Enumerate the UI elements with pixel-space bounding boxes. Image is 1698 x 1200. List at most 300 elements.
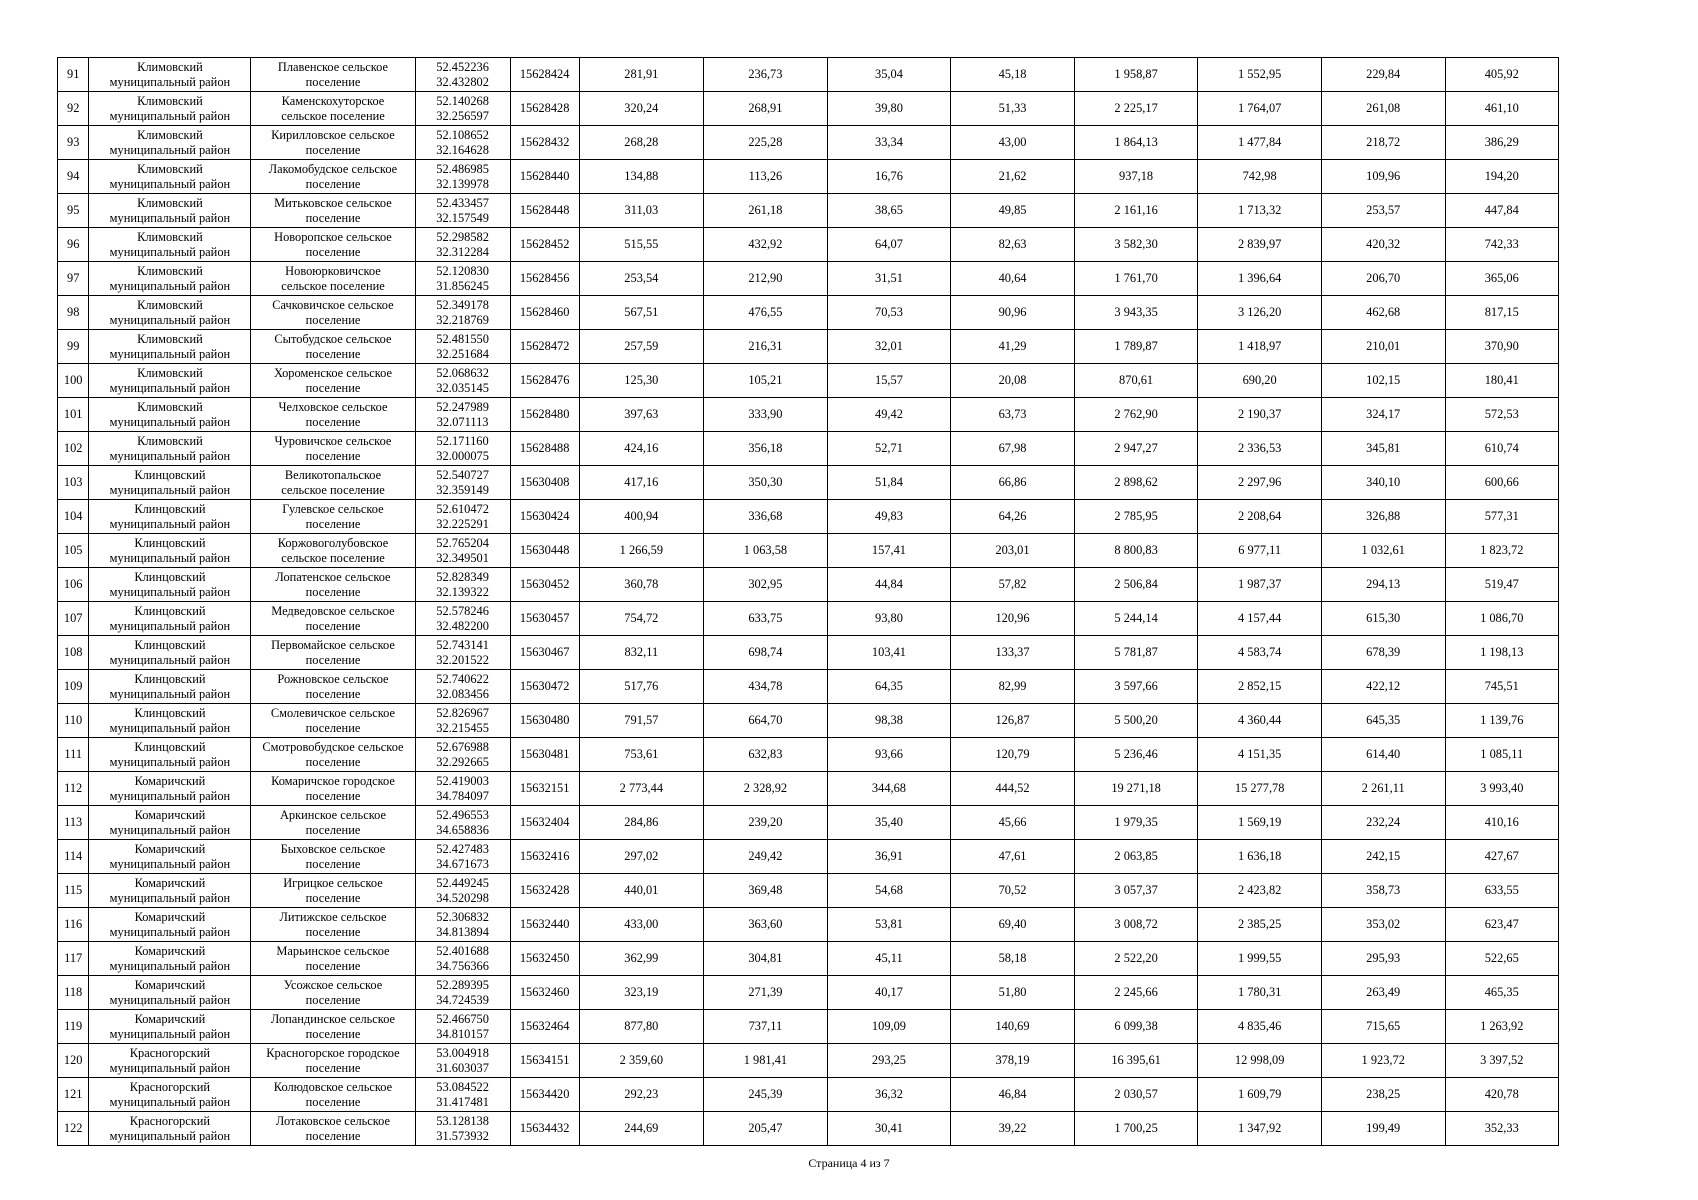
settlement-type: поселение (305, 720, 361, 735)
longitude: 31.603037 (436, 1060, 489, 1075)
latitude: 52.676988 (436, 739, 489, 754)
settlement-name: Лопандинское сельское (270, 1011, 396, 1026)
settlement-cell (251, 126, 415, 160)
district-name: Климовский (137, 127, 203, 142)
settlement-type: поселение (305, 74, 361, 89)
longitude: 32.139322 (436, 584, 489, 599)
value-cell: 1 700,25 (1074, 1112, 1198, 1146)
value-cell: 41,29 (951, 330, 1075, 364)
value-cell: 229,84 (1321, 58, 1445, 92)
value-cell: 30,41 (827, 1112, 951, 1146)
settlement-type: поселение (305, 652, 361, 667)
value-cell: 3 597,66 (1074, 670, 1198, 704)
latitude: 52.449245 (436, 875, 489, 890)
longitude: 34.810157 (436, 1026, 489, 1041)
value-cell: 358,73 (1321, 874, 1445, 908)
value-cell: 199,49 (1321, 1112, 1445, 1146)
value-cell: 66,86 (951, 466, 1075, 500)
settlement-cell (251, 432, 415, 466)
value-cell: 93,66 (827, 738, 951, 772)
value-cell: 113,26 (704, 160, 828, 194)
value-cell: 614,40 (1321, 738, 1445, 772)
value-cell: 12 998,09 (1198, 1044, 1322, 1078)
row-number: 109 (58, 670, 89, 704)
value-cell: 2 385,25 (1198, 908, 1322, 942)
value-cell: 64,26 (951, 500, 1075, 534)
settlement-type: сельское поселение (281, 108, 385, 123)
value-cell: 1 999,55 (1198, 942, 1322, 976)
settlement-cell (251, 840, 415, 874)
table-row (58, 228, 1559, 262)
value-cell: 20,08 (951, 364, 1075, 398)
value-cell: 742,33 (1445, 228, 1559, 262)
settlement-cell (251, 1010, 415, 1044)
longitude: 34.671673 (436, 856, 489, 871)
value-cell: 754,72 (579, 602, 704, 636)
value-cell: 15 277,78 (1198, 772, 1322, 806)
row-number: 106 (58, 568, 89, 602)
settlement-name: Лакомобудское сельское (268, 161, 398, 176)
district-type: муниципальный район (109, 380, 231, 395)
table-row (58, 296, 1559, 330)
value-cell: 16 395,61 (1074, 1044, 1198, 1078)
value-cell: 462,68 (1321, 296, 1445, 330)
value-cell: 444,52 (951, 772, 1075, 806)
value-cell: 6 977,11 (1198, 534, 1322, 568)
value-cell: 320,24 (579, 92, 704, 126)
settlement-cell (251, 58, 415, 92)
settlement-type: сельское поселение (281, 278, 385, 293)
coordinates-cell (415, 160, 510, 194)
settlement-type: поселение (305, 788, 361, 803)
oktmo-code: 15630457 (510, 602, 579, 636)
value-cell: 522,65 (1445, 942, 1559, 976)
district-name: Климовский (137, 263, 203, 278)
table-row (58, 500, 1559, 534)
value-cell: 90,96 (951, 296, 1075, 330)
settlement-name: Новоюрковичское (285, 263, 381, 278)
district-type: муниципальный район (109, 924, 231, 939)
settlement-name: Хороменское сельское (273, 365, 392, 380)
latitude: 52.578246 (436, 603, 489, 618)
value-cell: 35,40 (827, 806, 951, 840)
value-cell: 70,52 (951, 874, 1075, 908)
district-cell (89, 1044, 251, 1078)
value-cell: 43,00 (951, 126, 1075, 160)
value-cell: 3 008,72 (1074, 908, 1198, 942)
settlement-name: Красногорское городское (266, 1045, 400, 1060)
settlement-cell (251, 738, 415, 772)
value-cell: 600,66 (1445, 466, 1559, 500)
value-cell: 345,81 (1321, 432, 1445, 466)
value-cell: 180,41 (1445, 364, 1559, 398)
value-cell: 678,39 (1321, 636, 1445, 670)
coordinates-cell (415, 942, 510, 976)
value-cell: 877,80 (579, 1010, 704, 1044)
value-cell: 1 418,97 (1198, 330, 1322, 364)
coordinates-cell (415, 874, 510, 908)
row-number: 110 (58, 704, 89, 738)
value-cell: 284,86 (579, 806, 704, 840)
district-type: муниципальный район (109, 890, 231, 905)
table-row (58, 670, 1559, 704)
longitude: 34.813894 (436, 924, 489, 939)
district-cell (89, 296, 251, 330)
value-cell: 427,67 (1445, 840, 1559, 874)
latitude: 52.486985 (436, 161, 489, 176)
district-type: муниципальный район (109, 516, 231, 531)
value-cell: 2 297,96 (1198, 466, 1322, 500)
settlement-name: Новоропское сельское (274, 229, 392, 244)
oktmo-code: 15628460 (510, 296, 579, 330)
settlement-type: поселение (305, 414, 361, 429)
value-cell: 3 397,52 (1445, 1044, 1559, 1078)
value-cell: 791,57 (579, 704, 704, 738)
row-number: 97 (58, 262, 89, 296)
value-cell: 206,70 (1321, 262, 1445, 296)
table-row (58, 160, 1559, 194)
district-type: муниципальный район (109, 108, 231, 123)
district-name: Клинцовский (134, 569, 206, 584)
latitude: 52.466750 (436, 1011, 489, 1026)
coordinates-cell (415, 602, 510, 636)
district-name: Климовский (137, 195, 203, 210)
value-cell: 1 266,59 (579, 534, 704, 568)
latitude: 52.401688 (436, 943, 489, 958)
longitude: 32.482200 (436, 618, 489, 633)
settlement-cell (251, 704, 415, 738)
district-cell (89, 568, 251, 602)
settlement-cell (251, 364, 415, 398)
settlement-cell (251, 874, 415, 908)
settlement-type: поселение (305, 890, 361, 905)
value-cell: 461,10 (1445, 92, 1559, 126)
value-cell: 2 328,92 (704, 772, 828, 806)
district-type: муниципальный район (109, 720, 231, 735)
value-cell: 39,80 (827, 92, 951, 126)
table-row (58, 92, 1559, 126)
settlement-type: сельское поселение (281, 550, 385, 565)
longitude: 32.349501 (436, 550, 489, 565)
table-row (58, 58, 1559, 92)
table-row (58, 738, 1559, 772)
district-name: Климовский (137, 399, 203, 414)
value-cell: 737,11 (704, 1010, 828, 1044)
table-row (58, 806, 1559, 840)
district-type: муниципальный район (109, 278, 231, 293)
value-cell: 517,76 (579, 670, 704, 704)
value-cell: 261,08 (1321, 92, 1445, 126)
table-row (58, 1078, 1559, 1112)
value-cell: 268,28 (579, 126, 704, 160)
oktmo-code: 15632404 (510, 806, 579, 840)
latitude: 52.349178 (436, 297, 489, 312)
coordinates-cell (415, 1078, 510, 1112)
longitude: 32.035145 (436, 380, 489, 395)
row-number: 114 (58, 840, 89, 874)
value-cell: 225,28 (704, 126, 828, 160)
settlement-type: поселение (305, 1094, 361, 1109)
coordinates-cell (415, 262, 510, 296)
oktmo-code: 15628428 (510, 92, 579, 126)
settlement-type: поселение (305, 448, 361, 463)
page-footer: Страница 4 из 7 (808, 1156, 890, 1170)
value-cell: 268,91 (704, 92, 828, 126)
value-cell: 1 198,13 (1445, 636, 1559, 670)
settlement-type: поселение (305, 516, 361, 531)
table-row (58, 908, 1559, 942)
district-type: муниципальный район (109, 618, 231, 633)
row-number: 112 (58, 772, 89, 806)
value-cell: 633,75 (704, 602, 828, 636)
value-cell: 103,41 (827, 636, 951, 670)
coordinates-cell (415, 466, 510, 500)
value-cell: 340,10 (1321, 466, 1445, 500)
value-cell: 297,02 (579, 840, 704, 874)
value-cell: 253,57 (1321, 194, 1445, 228)
district-cell (89, 636, 251, 670)
value-cell: 515,55 (579, 228, 704, 262)
district-type: муниципальный район (109, 652, 231, 667)
district-name: Клинцовский (134, 739, 206, 754)
value-cell: 2 245,66 (1074, 976, 1198, 1010)
row-number: 117 (58, 942, 89, 976)
latitude: 52.828349 (436, 569, 489, 584)
district-name: Климовский (137, 229, 203, 244)
value-cell: 434,78 (704, 670, 828, 704)
row-number: 98 (58, 296, 89, 330)
value-cell: 253,54 (579, 262, 704, 296)
value-cell: 417,16 (579, 466, 704, 500)
value-cell: 4 151,35 (1198, 738, 1322, 772)
value-cell: 3 943,35 (1074, 296, 1198, 330)
district-cell (89, 500, 251, 534)
value-cell: 205,47 (704, 1112, 828, 1146)
row-number: 113 (58, 806, 89, 840)
district-cell (89, 670, 251, 704)
value-cell: 2 261,11 (1321, 772, 1445, 806)
district-name: Климовский (137, 93, 203, 108)
settlement-cell (251, 806, 415, 840)
value-cell: 1 609,79 (1198, 1078, 1322, 1112)
settlement-name: Смотровобудское сельское (262, 739, 404, 754)
value-cell: 2 785,95 (1074, 500, 1198, 534)
value-cell: 572,53 (1445, 398, 1559, 432)
oktmo-code: 15628456 (510, 262, 579, 296)
coordinates-cell (415, 228, 510, 262)
value-cell: 49,85 (951, 194, 1075, 228)
table-body (58, 58, 1559, 1146)
district-name: Комаричский (134, 977, 206, 992)
district-cell (89, 194, 251, 228)
value-cell: 125,30 (579, 364, 704, 398)
table-row (58, 1112, 1559, 1146)
latitude: 52.433457 (436, 195, 489, 210)
settlement-name: Митьковское сельское (274, 195, 392, 210)
settlement-name: Комаричское городское (271, 773, 395, 788)
settlement-name: Смолевичское сельское (270, 705, 396, 720)
coordinates-cell (415, 806, 510, 840)
longitude: 32.292665 (436, 754, 489, 769)
value-cell: 63,73 (951, 398, 1075, 432)
coordinates-cell (415, 1112, 510, 1146)
value-cell: 45,66 (951, 806, 1075, 840)
settlement-name: Коржовоголубовское (277, 535, 389, 550)
value-cell: 45,18 (951, 58, 1075, 92)
value-cell: 133,37 (951, 636, 1075, 670)
value-cell: 33,34 (827, 126, 951, 160)
oktmo-code: 15630472 (510, 670, 579, 704)
value-cell: 2 208,64 (1198, 500, 1322, 534)
value-cell: 400,94 (579, 500, 704, 534)
district-name: Клинцовский (134, 501, 206, 516)
coordinates-cell (415, 534, 510, 568)
value-cell: 45,11 (827, 942, 951, 976)
value-cell: 51,80 (951, 976, 1075, 1010)
value-cell: 46,84 (951, 1078, 1075, 1112)
value-cell: 120,79 (951, 738, 1075, 772)
settlement-cell (251, 92, 415, 126)
settlement-type: поселение (305, 1060, 361, 1075)
latitude: 52.247989 (436, 399, 489, 414)
district-type: муниципальный район (109, 176, 231, 191)
coordinates-cell (415, 670, 510, 704)
coordinates-cell (415, 330, 510, 364)
table-row (58, 466, 1559, 500)
value-cell: 263,49 (1321, 976, 1445, 1010)
coordinates-cell (415, 1044, 510, 1078)
value-cell: 5 244,14 (1074, 602, 1198, 636)
value-cell: 2 852,15 (1198, 670, 1322, 704)
longitude: 32.201522 (436, 652, 489, 667)
value-cell: 350,30 (704, 466, 828, 500)
district-name: Клинцовский (134, 671, 206, 686)
settlement-cell (251, 296, 415, 330)
coordinates-cell (415, 840, 510, 874)
settlement-type: поселение (305, 312, 361, 327)
district-name: Комаричский (134, 1011, 206, 1026)
table-row (58, 398, 1559, 432)
district-type: муниципальный район (109, 346, 231, 361)
value-cell: 2 030,57 (1074, 1078, 1198, 1112)
value-cell: 386,29 (1445, 126, 1559, 160)
value-cell: 5 236,46 (1074, 738, 1198, 772)
table-row (58, 636, 1559, 670)
value-cell: 203,01 (951, 534, 1075, 568)
table-row (58, 534, 1559, 568)
value-cell: 64,07 (827, 228, 951, 262)
value-cell: 47,61 (951, 840, 1075, 874)
district-cell (89, 364, 251, 398)
table-row (58, 704, 1559, 738)
value-cell: 238,25 (1321, 1078, 1445, 1112)
district-type: муниципальный район (109, 210, 231, 225)
settlement-cell (251, 636, 415, 670)
value-cell: 420,32 (1321, 228, 1445, 262)
settlement-name: Литижское сельское (279, 909, 387, 924)
oktmo-code: 15628432 (510, 126, 579, 160)
value-cell: 218,72 (1321, 126, 1445, 160)
settlement-type: поселение (305, 754, 361, 769)
settlement-name: Лотаковское сельское (275, 1113, 391, 1128)
coordinates-cell (415, 398, 510, 432)
district-cell (89, 1078, 251, 1112)
value-cell: 610,74 (1445, 432, 1559, 466)
oktmo-code: 15628472 (510, 330, 579, 364)
district-name: Клинцовский (134, 637, 206, 652)
longitude: 31.417481 (436, 1094, 489, 1109)
district-name: Климовский (137, 297, 203, 312)
value-cell: 38,65 (827, 194, 951, 228)
table-row (58, 942, 1559, 976)
value-cell: 3 126,20 (1198, 296, 1322, 330)
value-cell: 1 987,37 (1198, 568, 1322, 602)
district-cell (89, 330, 251, 364)
coordinates-cell (415, 1010, 510, 1044)
value-cell: 21,62 (951, 160, 1075, 194)
district-cell (89, 976, 251, 1010)
settlement-name: Медведовское сельское (271, 603, 395, 618)
district-cell (89, 738, 251, 772)
settlement-name: Рожновское сельское (277, 671, 389, 686)
value-cell: 2 359,60 (579, 1044, 704, 1078)
latitude: 52.298582 (436, 229, 489, 244)
oktmo-code: 15634151 (510, 1044, 579, 1078)
district-cell (89, 228, 251, 262)
value-cell: 36,32 (827, 1078, 951, 1112)
settlement-type: поселение (305, 958, 361, 973)
value-cell: 745,51 (1445, 670, 1559, 704)
value-cell: 690,20 (1198, 364, 1322, 398)
value-cell: 365,06 (1445, 262, 1559, 296)
district-cell (89, 534, 251, 568)
value-cell: 210,01 (1321, 330, 1445, 364)
longitude: 32.218769 (436, 312, 489, 327)
district-name: Комаричский (134, 909, 206, 924)
settlement-name: Быховское сельское (280, 841, 386, 856)
district-type: муниципальный район (109, 74, 231, 89)
district-name: Клинцовский (134, 467, 206, 482)
latitude: 52.610472 (436, 501, 489, 516)
value-cell: 422,12 (1321, 670, 1445, 704)
row-number: 111 (58, 738, 89, 772)
row-number: 102 (58, 432, 89, 466)
value-cell: 1 958,87 (1074, 58, 1198, 92)
latitude: 52.427483 (436, 841, 489, 856)
value-cell: 1 032,61 (1321, 534, 1445, 568)
value-cell: 363,60 (704, 908, 828, 942)
district-name: Красногорский (129, 1079, 211, 1094)
settlement-type: поселение (305, 822, 361, 837)
value-cell: 2 063,85 (1074, 840, 1198, 874)
district-type: муниципальный район (109, 754, 231, 769)
settlement-name: Усожское сельское (283, 977, 383, 992)
value-cell: 52,71 (827, 432, 951, 466)
value-cell: 742,98 (1198, 160, 1322, 194)
value-cell: 311,03 (579, 194, 704, 228)
settlement-name: Чуровичское сельское (274, 433, 392, 448)
value-cell: 1 923,72 (1321, 1044, 1445, 1078)
value-cell: 2 336,53 (1198, 432, 1322, 466)
coordinates-cell (415, 704, 510, 738)
district-cell (89, 466, 251, 500)
row-number: 93 (58, 126, 89, 160)
latitude: 53.004918 (436, 1045, 489, 1060)
value-cell: 440,01 (579, 874, 704, 908)
table-row (58, 840, 1559, 874)
settlement-name: Великотопальское (284, 467, 382, 482)
coordinates-cell (415, 58, 510, 92)
